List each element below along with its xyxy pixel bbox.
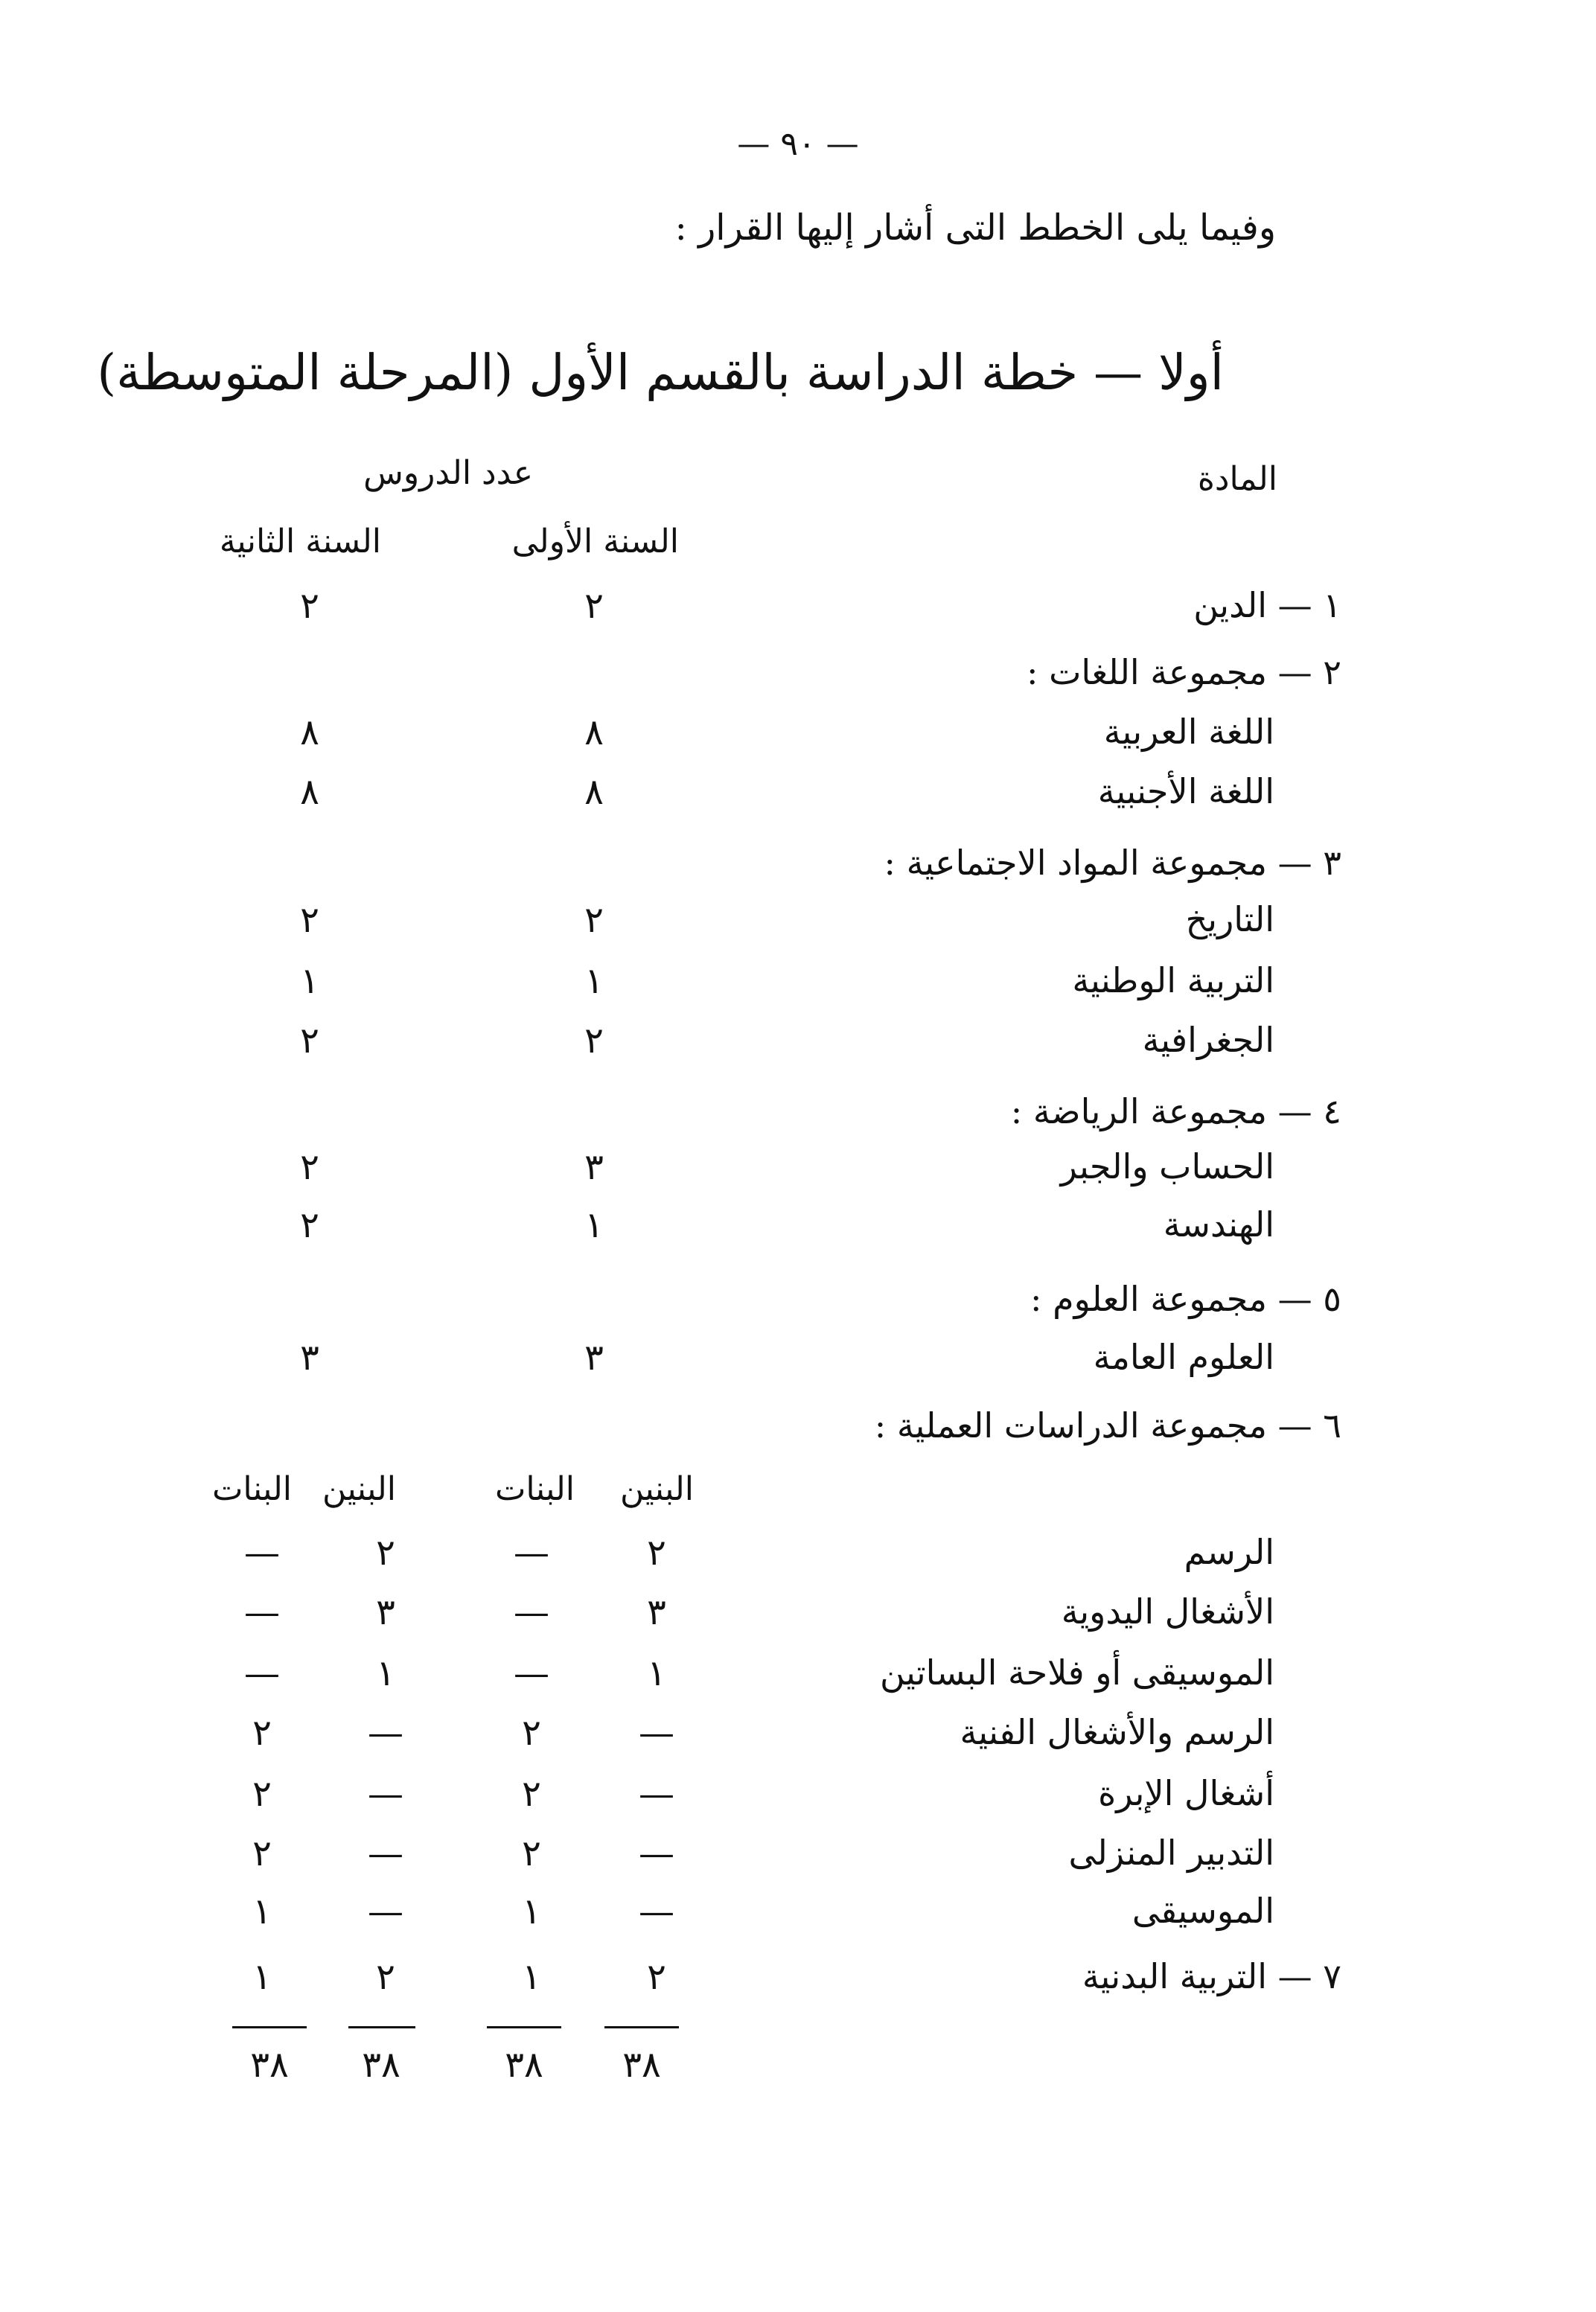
- table-row: [0, 1337, 1596, 1396]
- y2-girls-value: —: [244, 1652, 280, 1694]
- totals-rule-y1-boys: [604, 2026, 679, 2028]
- y1-girls-value: ١: [522, 1956, 541, 1998]
- subject-label: ٦ — مجموعة الدراسات العملية :: [874, 1405, 1341, 1446]
- table-row: [0, 960, 1596, 1020]
- header-first-year: السنة الأولى: [511, 523, 679, 561]
- y1-girls-value: ٢: [522, 1712, 541, 1754]
- y2-boys-value: —: [368, 1891, 403, 1932]
- subject-label: الموسيقى أو فلاحة البساتين: [879, 1652, 1274, 1693]
- first-year-value: ٨: [584, 771, 604, 813]
- subject-label: الهندسة: [1163, 1204, 1274, 1245]
- table-row: [0, 1204, 1596, 1264]
- first-year-value: ٢: [584, 585, 604, 627]
- subject-label: التاريخ: [1185, 899, 1274, 939]
- subject-label: التدبير المنزلى: [1068, 1833, 1274, 1873]
- y2-boys-value: ١: [376, 1652, 395, 1694]
- y1-girls-value: —: [514, 1532, 549, 1574]
- header-y2-boys: البنين: [322, 1470, 396, 1508]
- second-year-value: ١: [300, 960, 319, 1002]
- total-y2-boys: ٣٨: [362, 2044, 400, 2086]
- table-row: [0, 1591, 1596, 1651]
- subject-label: ٤ — مجموعة الرياضة :: [1010, 1091, 1341, 1131]
- y2-girls-value: ٢: [252, 1833, 272, 1874]
- y1-boys-value: —: [639, 1833, 674, 1874]
- subject-label: ٥ — مجموعة العلوم :: [1030, 1279, 1341, 1319]
- table-row: [0, 1279, 1596, 1338]
- subject-label: اللغة الأجنبية: [1097, 771, 1274, 811]
- subject-label: العلوم العامة: [1093, 1337, 1274, 1377]
- y2-boys-value: ٢: [376, 1956, 395, 1998]
- y2-girls-value: ١: [252, 1891, 272, 1932]
- table-row: [0, 1712, 1596, 1772]
- first-year-value: ٣: [584, 1337, 604, 1379]
- first-year-value: ١: [584, 960, 604, 1002]
- table-row: [0, 652, 1596, 712]
- table-row: [0, 712, 1596, 771]
- table-row: [0, 1532, 1596, 1591]
- y1-boys-value: ١: [647, 1652, 666, 1694]
- subject-label: الأشغال اليدوية: [1061, 1591, 1274, 1632]
- subject-label: الموسيقى: [1131, 1891, 1274, 1931]
- y2-boys-value: —: [368, 1833, 403, 1874]
- y1-girls-value: ٢: [522, 1833, 541, 1874]
- table-row: [0, 771, 1596, 831]
- table-row: [0, 1091, 1596, 1151]
- y2-boys-value: ٢: [376, 1532, 395, 1574]
- y2-boys-value: —: [368, 1712, 403, 1754]
- totals-rule-y2-girls: [232, 2026, 307, 2028]
- second-year-value: ٢: [300, 1146, 319, 1188]
- first-year-value: ٣: [584, 1146, 604, 1188]
- y2-boys-value: ٣: [376, 1591, 395, 1633]
- subject-label: ٢ — مجموعة اللغات :: [1026, 652, 1341, 692]
- second-year-value: ٨: [300, 712, 319, 753]
- y2-girls-value: —: [244, 1591, 280, 1633]
- table-row: [0, 1020, 1596, 1079]
- header-y1-boys: البنين: [620, 1470, 694, 1508]
- header-lesson-count: عدد الدروس: [363, 454, 533, 492]
- total-y1-boys: ٣٨: [622, 2044, 661, 2086]
- second-year-value: ٢: [300, 1204, 319, 1246]
- header-y2-girls: البنات: [211, 1470, 292, 1508]
- y1-girls-value: —: [514, 1591, 549, 1633]
- y2-boys-value: —: [368, 1773, 403, 1815]
- second-year-value: ٢: [300, 899, 319, 941]
- total-y1-girls: ٣٨: [505, 2044, 543, 2086]
- intro-text: وفيما يلى الخطط التى أشار إليها القرار :: [674, 207, 1276, 249]
- second-year-value: ٣: [300, 1337, 319, 1379]
- y1-boys-value: —: [639, 1891, 674, 1932]
- subject-label: اللغة العربية: [1103, 712, 1274, 752]
- y2-girls-value: ٢: [252, 1773, 272, 1815]
- header-subject: المادة: [1197, 460, 1277, 498]
- subject-label: التربية الوطنية: [1072, 960, 1274, 1000]
- y1-girls-value: —: [514, 1652, 549, 1694]
- y2-girls-value: —: [244, 1532, 280, 1574]
- table-row: [0, 585, 1596, 645]
- table-row: [0, 1146, 1596, 1206]
- first-year-value: ١: [584, 1204, 604, 1246]
- y1-boys-value: —: [639, 1712, 674, 1754]
- first-year-value: ٢: [584, 899, 604, 941]
- table-row: [0, 1773, 1596, 1833]
- second-year-value: ٢: [300, 1020, 319, 1061]
- y1-boys-value: ٢: [647, 1956, 666, 1998]
- y2-girls-value: ١: [252, 1956, 272, 1998]
- header-y1-girls: البنات: [494, 1470, 575, 1508]
- totals-row: [0, 2044, 1596, 2104]
- second-year-value: ٨: [300, 771, 319, 813]
- table-row: [0, 1891, 1596, 1950]
- y1-boys-value: ٢: [647, 1532, 666, 1574]
- y2-girls-value: ٢: [252, 1712, 272, 1754]
- subject-label: الجغرافية: [1142, 1020, 1274, 1060]
- y1-girls-value: ٢: [522, 1773, 541, 1815]
- table-row: [0, 1956, 1596, 2016]
- subject-label: الحساب والجبر: [1060, 1146, 1274, 1187]
- totals-rule-y2-boys: [348, 2026, 415, 2028]
- page-title: أولا — خطة الدراسة بالقسم الأول (المرحلة المتوسطة): [97, 344, 1224, 401]
- subject-label: أشغال الإبرة: [1098, 1773, 1274, 1813]
- table-row: [0, 899, 1596, 959]
- y1-boys-value: ٣: [647, 1591, 666, 1633]
- first-year-value: ٨: [584, 712, 604, 753]
- second-year-value: ٢: [300, 585, 319, 627]
- subject-label: ١ — الدين: [1193, 585, 1341, 625]
- header-second-year: السنة الثانية: [219, 523, 381, 561]
- subject-label: ٧ — التربية البدنية: [1082, 1956, 1341, 1996]
- table-row: [0, 1652, 1596, 1712]
- table-row: [0, 1833, 1596, 1892]
- table-row: [0, 843, 1596, 902]
- total-y2-girls: ٣٨: [250, 2044, 289, 2086]
- page-number: — ٩٠ —: [737, 125, 859, 163]
- y1-boys-value: —: [639, 1773, 674, 1815]
- first-year-value: ٢: [584, 1020, 604, 1061]
- subject-label: الرسم والأشغال الفنية: [960, 1712, 1274, 1752]
- table-row: [0, 1405, 1596, 1465]
- subject-label: الرسم: [1184, 1532, 1274, 1572]
- y1-girls-value: ١: [522, 1891, 541, 1932]
- subject-label: ٣ — مجموعة المواد الاجتماعية :: [884, 843, 1341, 883]
- totals-rule-y1-girls: [487, 2026, 561, 2028]
